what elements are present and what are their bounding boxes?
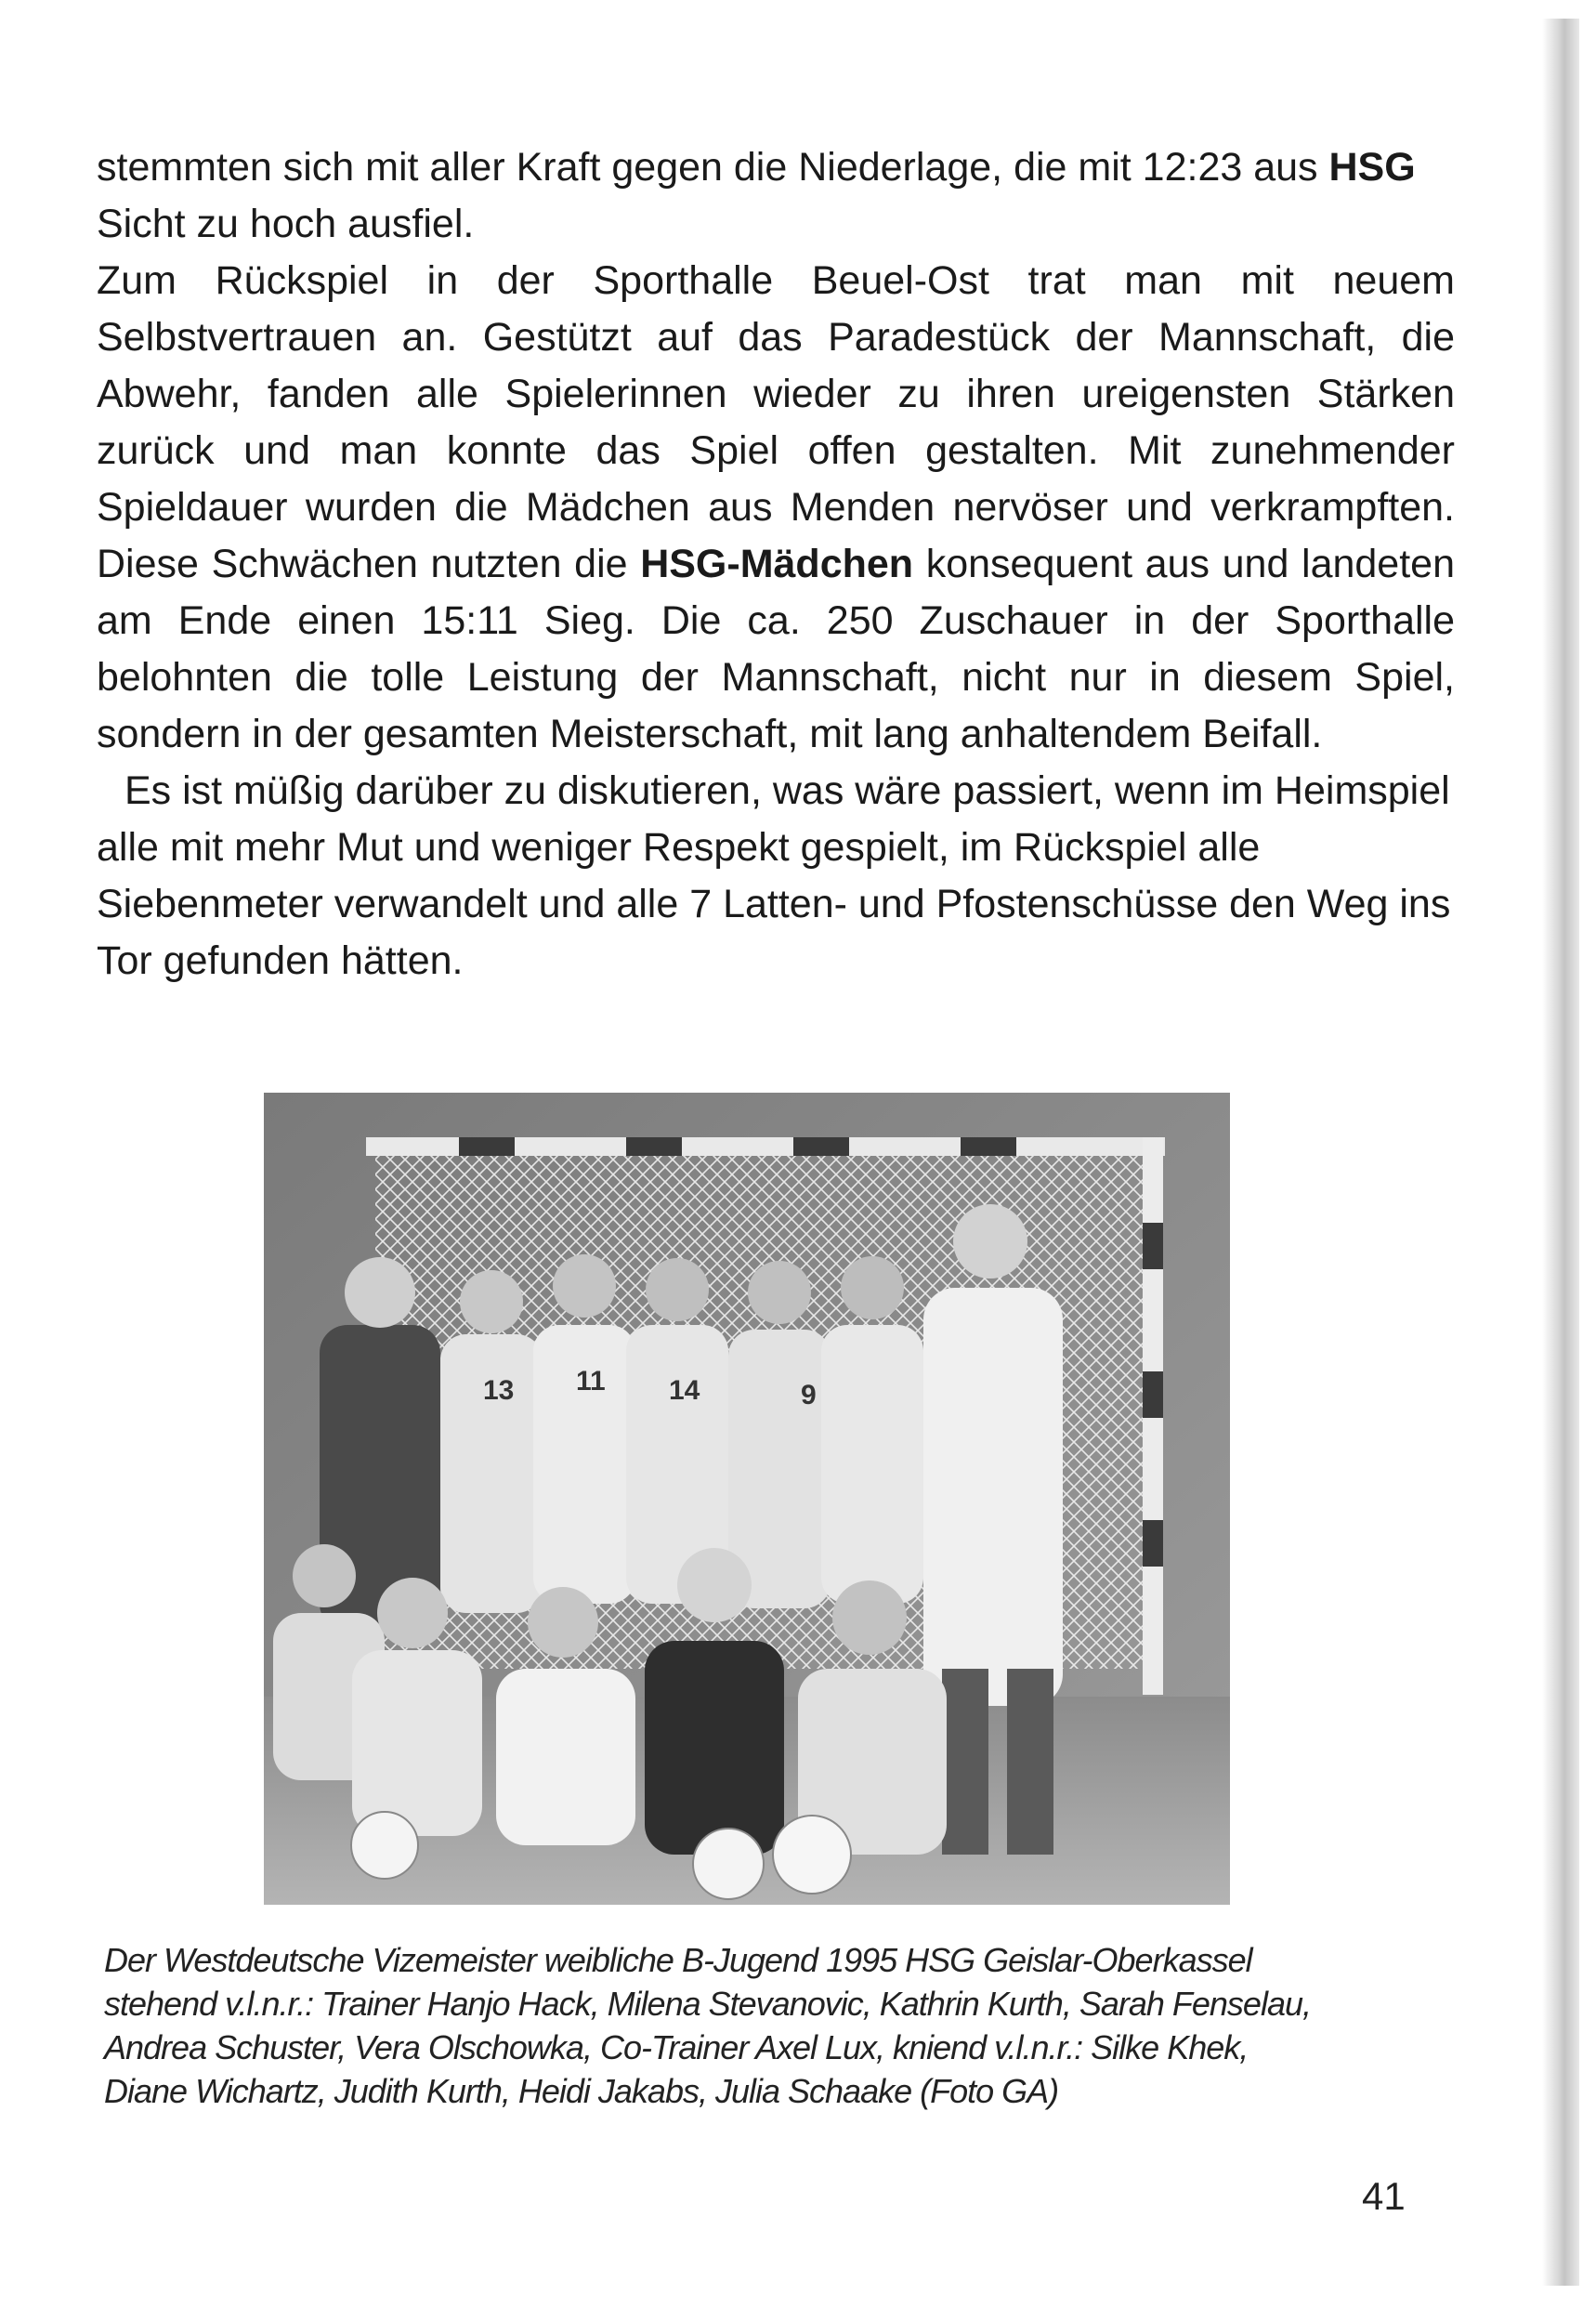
photo-caption <box>104 1938 1479 2113</box>
caption-line: Der Westdeutsche Vizemeister weibliche B-Jugend 1995 HSG Geislar-Oberkassel <box>104 1941 1252 1979</box>
text-span: stemmten sich mit aller Kraft gegen die Niederlage, die mit 12:23 aus <box>97 145 1329 190</box>
text-span: Zum Rückspiel in der Sporthalle Beuel-Ost trat man mit neuem Selbstvertrauen an. Gestützt auf das Paradestück der Mannschaft, die Abwehr, fanden alle Spielerinnen wieder zu ihren ureigensten Stärken zurück und man konnte das Spiel offen gestalten. Mit zunehmender Spieldauer wurden die Mädchen aus Menden nervöser und verkrampften. Diese Schwächen nutzten die <box>97 258 1455 586</box>
bold-hsg: HSG <box>1328 145 1416 190</box>
team-photo <box>264 1093 1230 1905</box>
caption-line: stehend v.l.n.r.: Trainer Hanjo Hack, Milena Stevanovic, Kathrin Kurth, Sarah Fenselau, <box>104 1985 1311 2023</box>
jersey-number: 13 <box>483 1375 515 1406</box>
bold-hsg-maedchen: HSG-Mädchen <box>640 542 914 586</box>
text-span: konsequent aus und landeten am Ende einen 15:11 Sieg. Die ca. 250 Zuschauer in der Sporthalle belohnten die tolle Leistung der Mannschaft, nicht nur in diesem Spiel, sondern in der gesamten Meisterschaft, mit lang anhaltendem Beifall. <box>97 542 1456 756</box>
page-number: 41 <box>1362 2174 1406 2218</box>
caption-line: Diane Wichartz, Judith Kurth, Heidi Jakabs, Julia Schaake (Foto GA) <box>104 2072 1059 2110</box>
paragraph-2 <box>97 253 1455 763</box>
jersey-number: 14 <box>669 1375 700 1406</box>
text-span: Sicht zu hoch ausfiel. <box>97 202 475 246</box>
paragraph-3 <box>97 763 1455 990</box>
caption-line: Andrea Schuster, Vera Olschowka, Co-Trainer Axel Lux, kniend v.l.n.r.: Silke Khek, <box>104 2028 1249 2066</box>
jersey-number: 9 <box>801 1380 817 1410</box>
text-span: Es ist müßig darüber zu diskutieren, was wäre passiert, wenn im Heimspiel alle mit mehr Mut und weniger Respekt gespielt, im Rückspiel alle Siebenmeter verwandelt und alle 7 Latten- und Pfostenschüsse den Weg ins Tor gefunden hätten. <box>97 768 1451 983</box>
jersey-number: 11 <box>576 1366 606 1397</box>
page-gutter-shadow <box>1542 19 1579 2286</box>
article-body <box>97 139 1455 990</box>
paragraph-1 <box>97 139 1455 253</box>
